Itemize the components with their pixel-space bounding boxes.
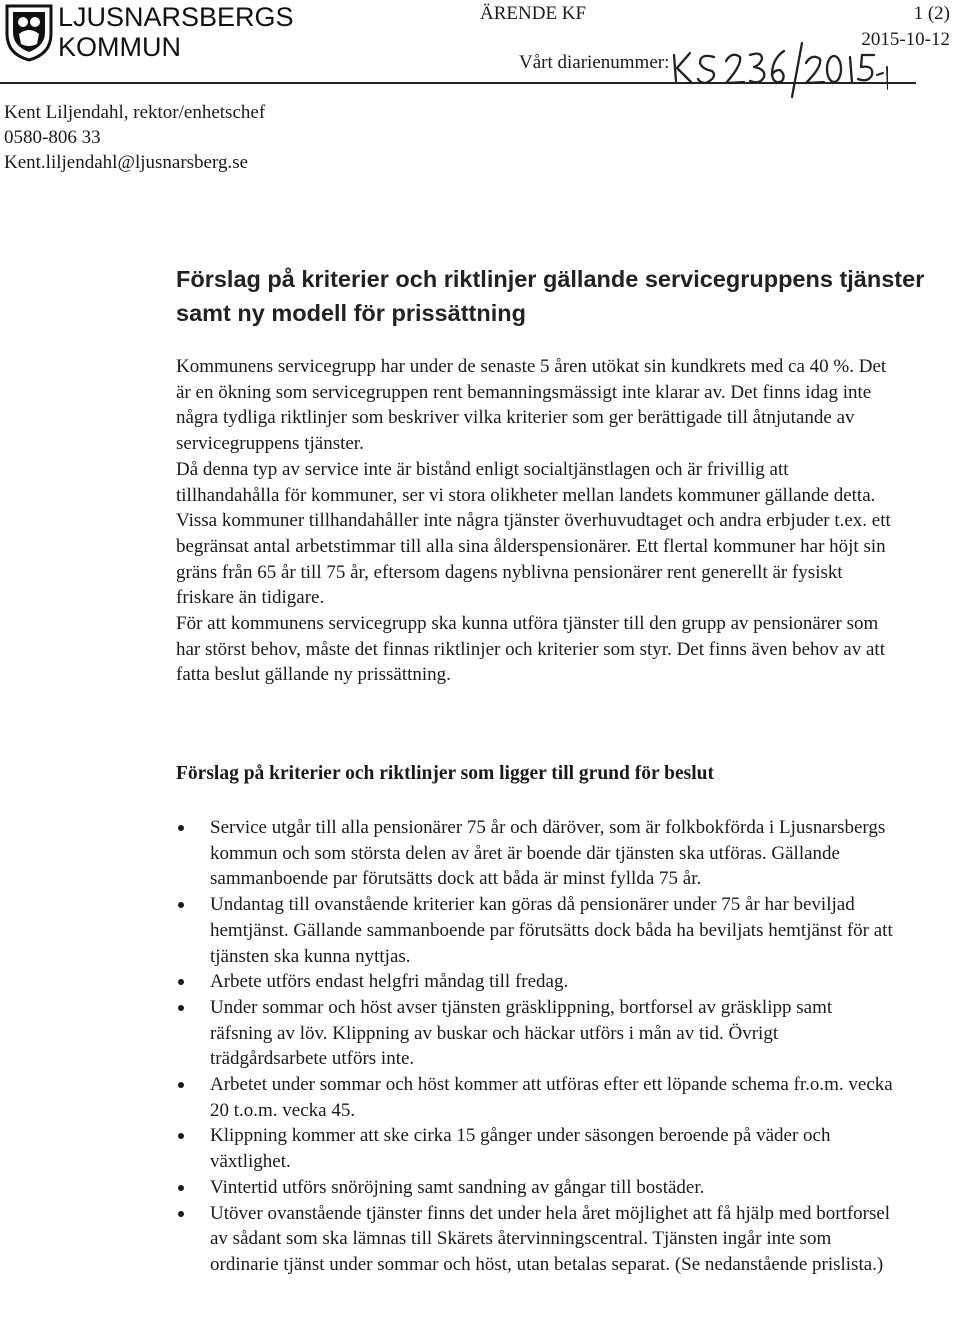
document-date: 2015-10-12 [861, 29, 950, 50]
contact-name: Kent Liljendahl, rektor/enhetschef [4, 102, 266, 123]
list-item: Utöver ovanstående tjänster finns det under hela året möjlighet att få hjälp med bortforsel av sådant som ska lämnas till Skärets återvinningscentral. Tjänsten ingår inte som ordinarie tjänst under sommar och höst, utan betalas separat. (Se nedanstående prislista.) [176, 1201, 896, 1278]
contact-phone: 0580-806 33 [4, 127, 101, 148]
diarie-label: Vårt diarienummer: [519, 52, 670, 73]
organization-name [58, 2, 294, 62]
paragraph: Då denna typ av service inte är bistånd enligt socialtjänstlagen och är frivillig att tillhandahålla för kommuner, ser vi stora olikheter mellan landets kommuner gällande detta. Vissa kommuner tillhandahåller inte några tjänster överhuvudtaget och andra erbjuder t.ex. ett begränsat antal arbetstimmar till alla sina ålderspensionärer. Ett flertal kommuner har höjt sin gräns från 65 år till 75 år, eftersom dagens nyblivna pensionärer rent generellt är fysiskt friskare än tidigare. [176, 458, 891, 609]
list-item: Undantag till ovanstående kriterier kan göras då pensionärer under 75 år har beviljad hemtjänst. Gällande sammanboende par förutsätts dock båda ha beviljats hemtjänst för att tjänsten ska kunna nyttjas. [176, 892, 896, 969]
paragraph: Kommunens servicegrupp har under de senaste 5 åren utökat sin kundkrets med ca 40 %. Det är en ökning som servicegruppen rent bemanningsmässigt inte klarar av. Det finns idag inte några tydliga riktlinjer som beskriver vilka kriterier som ger berättigade till åtnjutande av servicegruppens tjänster. [176, 356, 887, 455]
organization-name-line1: LJUSNARSBERGS [58, 2, 294, 32]
document-title: Förslag på kriterier och riktlinjer gällande servicegruppens tjänster samt ny modell för prissättning [176, 266, 925, 326]
municipal-coat-of-arms-logo [4, 4, 54, 62]
body-text [176, 354, 896, 688]
list-item: Vintertid utförs snöröjning samt sandning av gångar till bostäder. [176, 1175, 896, 1201]
list-item: Under sommar och höst avser tjänsten gräsklippning, bortforsel av gräsklipp samt räfsning av löv. Klippning av buskar och häckar utförs i mån av tid. Övrigt trädgårdsarbete utförs inte. [176, 995, 896, 1072]
criteria-list [176, 815, 896, 1278]
list-item: Arbete utförs endast helgfri måndag till fredag. [176, 969, 896, 995]
page-number: 1 (2) [913, 3, 950, 24]
paragraph: För att kommunens servicegrupp ska kunna utföra tjänster till den grupp av pensionärer som har störst behov, måste det finnas riktlinjer och kriterier som styr. Det finns även behov av att fatta beslut gällande ny prissättning. [176, 613, 885, 686]
handwritten-diarie-number [668, 37, 888, 99]
contact-block [4, 100, 265, 175]
document-type: ÄRENDE KF [480, 3, 587, 24]
list-item: Arbetet under sommar och höst kommer att utföras efter ett löpande schema fr.o.m. vecka 20 t.o.m. vecka 45. [176, 1072, 896, 1123]
header-divider [0, 82, 916, 84]
organization-name-line2: KOMMUN [58, 32, 181, 62]
section-heading: Förslag på kriterier och riktlinjer som ligger till grund för beslut [176, 763, 715, 784]
list-item: Klippning kommer att ske cirka 15 gånger under säsongen beroende på väder och växtlighet. [176, 1123, 896, 1174]
list-item: Service utgår till alla pensionärer 75 år och däröver, som är folkbokförda i Ljusnarsbergs kommun och som största delen av året är boende där tjänsten ska utföras. Gällande sammanboende par förutsätts dock att båda är minst fyllda 75 år. [176, 815, 896, 892]
contact-email: Kent.liljendahl@ljusnarsberg.se [4, 152, 249, 173]
